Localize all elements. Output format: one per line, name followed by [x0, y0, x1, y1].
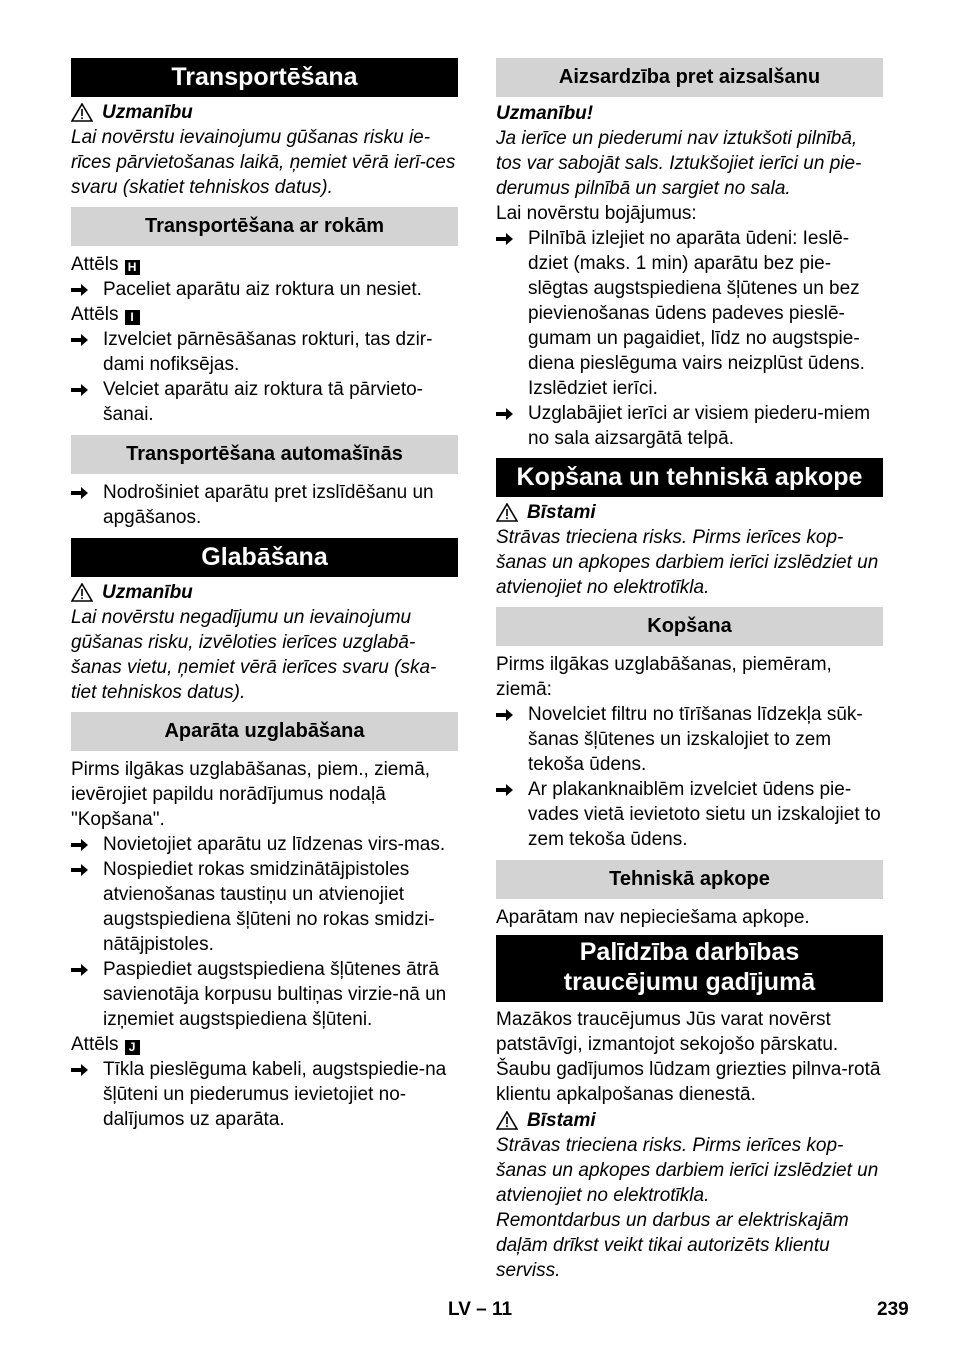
paragraph: Aparātam nav nepieciešama apkope.: [496, 907, 810, 928]
arrow-right-icon: [496, 777, 528, 802]
arrow-right-icon: [71, 832, 103, 857]
list-item: Paceliet aparātu aiz roktura un nesiet.: [71, 277, 458, 302]
warning-text: Remontdarbus un darbus ar elektriskajām daļām drīkst veikt tikai autorizēts klientu serviss.: [496, 1210, 849, 1281]
left-column: [71, 58, 458, 1132]
footer-language-page: LV – 11: [448, 1299, 513, 1320]
list-item: Nodrošiniet aparātu pret izslīdēšanu un apgāšanos.: [71, 480, 458, 530]
arrow-right-icon: [71, 480, 103, 505]
figure-letter: I: [125, 310, 140, 325]
figure-ref: Attēls I: [71, 302, 458, 327]
figure-letter: J: [125, 1040, 140, 1055]
arrow-right-icon: [71, 377, 103, 402]
subsection-title-vehicle: Transportēšana automašīnās: [71, 435, 458, 474]
arrow-right-icon: [496, 401, 528, 426]
section-title-transport: Transportēšana: [71, 58, 458, 97]
warning-label: Bīstami: [527, 502, 596, 523]
subsection-title-device-storage: Aparāta uzglabāšana: [71, 712, 458, 751]
warning-triangle-icon: [71, 103, 93, 122]
figure-ref: Attēls H: [71, 252, 458, 277]
list-item: Izvelciet pārnēsāšanas rokturi, tas dzir-dami nofiksējas.: [71, 327, 458, 377]
warning-heading: [71, 100, 458, 125]
figure-letter: H: [125, 260, 140, 275]
warning-text: Lai novērstu ievainojumu gūšanas risku ie-rīces pārvietošanas laikā, ņemiet vērā ierī-ces svaru (skatiet tehniskos datus).: [71, 127, 456, 198]
paragraph: Lai novērstu bojājumus:: [496, 203, 697, 224]
warning-heading: [496, 500, 883, 525]
section-title-storage: Glabāšana: [71, 538, 458, 577]
paragraph: Pirms ilgākas uzglabāšanas, piemēram, ziemā:: [496, 654, 832, 700]
list-item: Novietojiet aparātu uz līdzenas virs-mas.: [71, 832, 458, 857]
section-title-troubleshooting: Palīdzība darbības traucējumu gadījumā: [496, 935, 883, 1002]
paragraph: Mazākos traucējumus Jūs varat novērst patstāvīgi, izmantojot sekojošo pārskatu. Šaubu gadījumos lūdzam griezties pilnva-rotā klientu apkalpošanas dienestā.: [496, 1009, 881, 1105]
arrow-right-icon: [71, 1057, 103, 1082]
list-item: Nospiediet rokas smidzinātājpistoles atvienošanas taustiņu un atvienojiet augstspiediena šļūteni no rokas smidzi-nātājpistoles.: [71, 857, 458, 957]
list-item: Velciet aparātu aiz roktura tā pārvieto-šanai.: [71, 377, 458, 427]
warning-triangle-icon: [71, 583, 93, 602]
list-item: Uzglabājiet ierīci ar visiem piederu-miem no sala aizsargātā telpā.: [496, 401, 883, 451]
warning-label: Uzmanību!: [496, 103, 594, 124]
warning-triangle-icon: [496, 503, 518, 522]
subsection-title-cleaning: Kopšana: [496, 607, 883, 646]
warning-text: Strāvas trieciena risks. Pirms ierīces kop-šanas un apkopes darbiem ierīci izslēdziet un atvienojiet no elektrotīkla.: [496, 527, 879, 598]
warning-label: Uzmanību: [102, 102, 193, 123]
section-title-care: Kopšana un tehniskā apkope: [496, 458, 883, 497]
arrow-right-icon: [71, 277, 103, 302]
warning-label: Uzmanību: [102, 582, 193, 603]
list-item: Ar plakanknaiblēm izvelciet ūdens pie-vades vietā ievietoto sietu un izskalojiet to zem tekoša ūdens.: [496, 777, 883, 852]
figure-ref: Attēls J: [71, 1032, 458, 1057]
list-item: Pilnībā izlejiet no aparāta ūdeni: Ieslē-dziet (maks. 1 min) aparātu bez pie-slēgtas augstspiediena šļūtenes un bez pievienošanas ūdens padeves pieslē-gumam un pagaidiet, līdz no augstspie-diena pieslēguma vairs neizplūst ūdens. Izslēdziet ierīci.: [496, 226, 883, 401]
list-item: Tīkla pieslēguma kabeli, augstspiedie-na šļūteni un piederumus ievietojiet no-dalījumos uz aparāta.: [71, 1057, 458, 1132]
footer-page-number: 239: [877, 1299, 909, 1320]
arrow-right-icon: [496, 702, 528, 727]
subsection-title-by-hand: Transportēšana ar rokām: [71, 207, 458, 246]
warning-heading: [71, 580, 458, 605]
subsection-title-maintenance: Tehniskā apkope: [496, 860, 883, 899]
arrow-right-icon: [71, 957, 103, 982]
arrow-right-icon: [71, 857, 103, 882]
right-column: [496, 58, 883, 1283]
warning-label: Bīstami: [527, 1110, 596, 1131]
warning-text: Strāvas trieciena risks. Pirms ierīces kop-šanas un apkopes darbiem ierīci izslēdziet un atvienojiet no elektrotīkla.: [496, 1135, 879, 1206]
paragraph: Pirms ilgākas uzglabāšanas, piem., ziemā, ievērojiet papildu norādījumus nodaļā "Kopšana".: [71, 759, 431, 830]
warning-heading: [496, 1108, 883, 1133]
warning-triangle-icon: [496, 1111, 518, 1130]
subsection-title-frost: Aizsardzība pret aizsalšanu: [496, 58, 883, 97]
arrow-right-icon: [496, 226, 528, 251]
list-item: Novelciet filtru no tīrīšanas līdzekļa sūk-šanas šļūtenes un izskalojiet to zem tekoša ūdens.: [496, 702, 883, 777]
warning-text: Ja ierīce un piederumi nav iztukšoti pilnībā, tos var sabojāt sals. Iztukšojiet ierīci un pie-derumus pilnībā un sargiet no sala.: [496, 128, 862, 199]
warning-text: Lai novērstu negadījumu un ievainojumu gūšanas risku, izvēloties ierīces uzglabā-šanas vietu, ņemiet vērā ierīces svaru (ska-tiet tehniskos datus).: [71, 607, 437, 703]
list-item: Paspiediet augstspiediena šļūtenes ātrā savienotāja korpusu bultiņas virzie-nā un izņemiet augstspiediena šļūteni.: [71, 957, 458, 1032]
arrow-right-icon: [71, 327, 103, 352]
